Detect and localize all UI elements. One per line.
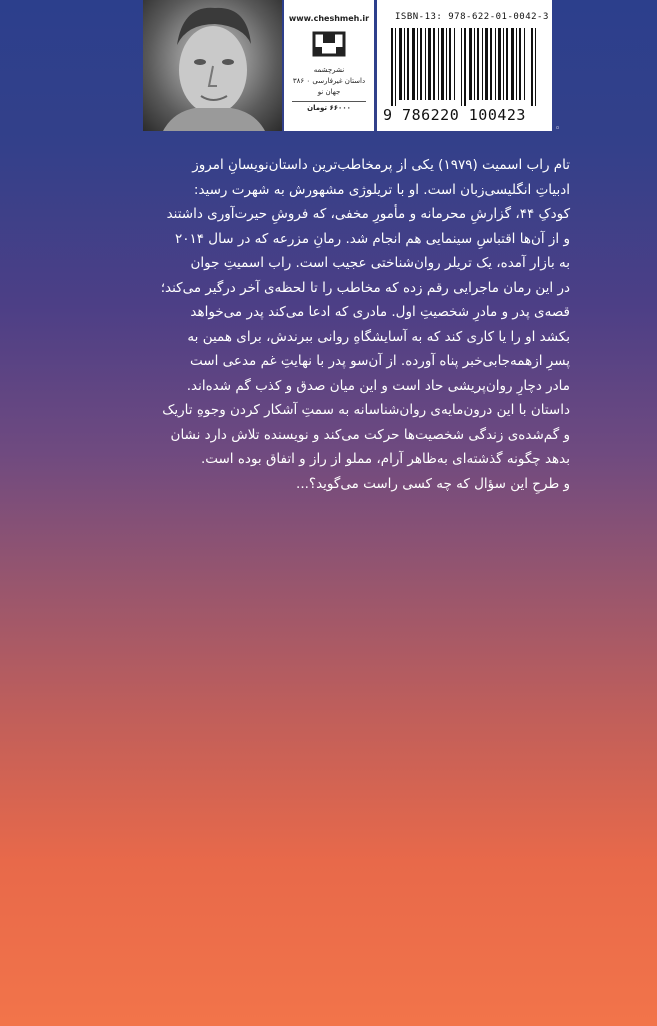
description-line: ادبیاتِ انگلیسی‌زبان است. او با تریلوژی مشهورش به شهرت رسید:: [193, 181, 570, 198]
collection-name: جهان نو: [317, 88, 341, 96]
publisher-panel: [284, 0, 374, 131]
description-line: و گم‌شده‌ی زندگی شخصیت‌ها حرکت می‌کند و نویسنده تلاش دارد نشان: [170, 426, 570, 443]
description-line: در این رمان ماجرایی رقم زده که مخاطب را تا لحظه‌ی آخر درگیر می‌کند؛: [160, 279, 570, 296]
book-description: [90, 153, 570, 496]
isbn-label: ISBN-13: 978-622-01-0042-3: [395, 12, 549, 22]
publisher-logo: [312, 29, 346, 59]
description-line: و طرحِ این سؤال که چه کسی راست می‌گوید؟...: [296, 475, 570, 492]
description-line: داستان با این درون‌مایه‌ی روان‌شناسانه به سمتِ آشکار کردن وجوهِ تاریک: [162, 402, 570, 418]
series-line: داستان غیرفارسی ۰ ۳۸۶: [292, 77, 366, 85]
author-photo: [143, 0, 282, 131]
publisher-name: نشرچشمه: [313, 66, 345, 74]
barcode-panel: [377, 0, 552, 131]
price: ۶۶۰۰۰ تومان: [292, 101, 366, 112]
description-line: به بازار آمده، یک تریلر روان‌شناختی عجیب است. راب اسمیتِ جوان: [190, 255, 570, 271]
publisher-url: www.cheshmeh.ir: [288, 14, 370, 23]
corner-mark-icon: ◦: [555, 124, 561, 134]
description-line: پسرِ ازهمه‌جابی‌خبر پناه آورده. از آن‌سو پدر با نهایتِ غم مدعی است: [190, 353, 570, 369]
description-line: مادر دچارِ روان‌پریشی حاد است و این میان صدق و کذب گم شده‌اند.: [186, 377, 570, 394]
description-line: بدهد چگونه گذشته‌ای به‌ظاهر آرام، مملو از راز و اتفاق بوده است.: [200, 451, 570, 467]
barcode-number: 9 786220 100423: [383, 106, 526, 124]
description-line: بکشد او را یا کاری کند که به آسایشگاهِ روانی ببرندش، برای همین به: [187, 328, 570, 345]
description-line: قصه‌ی پدر و مادرِ شخصیتِ اول. مادری که ادعا می‌کند پدر می‌خواهد: [190, 304, 570, 320]
description-line: و از آن‌ها اقتباسِ سینمایی هم انجام شد. رمانِ مزرعه که در سال ۲۰۱۴: [174, 230, 570, 247]
barcode-graphic: [391, 28, 541, 106]
description-line: کودکِ ۴۴، گزارشِ محرمانه و مأمورِ مخفی، که فروشِ حیرت‌آوری داشتند: [166, 206, 570, 222]
description-line: تام راب اسمیت (۱۹۷۹) یکی از پرمخاطب‌ترین داستان‌نویسانِ امروز: [192, 157, 570, 173]
